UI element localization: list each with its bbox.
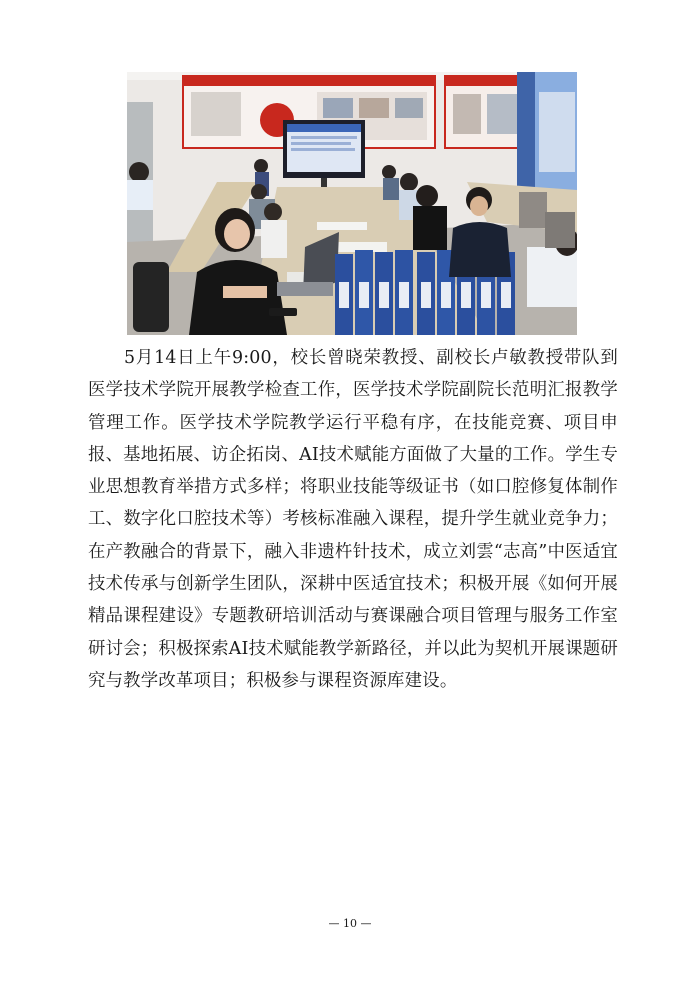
paragraph-text: 5月14日上午9:00，校长曾晓荣教授、副校长卢敏教授带队到医学技术学院开展教学检查工作，医学技术学院副院长范明汇报教学管理工作。医学技术学院教学运行平稳有序，在技能竞赛、项目申报、基地拓展、访企拓岗、AI技术赋能方面做了大量的工作。学生专业思想教育举措方式多样；将职业技能等级证书（如口腔修复体制作工、数字化口腔技术等）考核标准融入课程，提升学生就业竞争力；在产教融合的背景下，融入非遗杵针技术，成立刘雲“志高”中医适宜技术传承与创新学生团队，深耕中医适宜技术；积极开展《如何开展精品课程建设》专题教研培训活动与赛课融合项目管理与服务工作室研讨会；积极探索AI技术赋能教学新路径，并以此为契机开展课题研究与教学改革项目；积极参与课程资源库建设。 [88,348,618,691]
page-number: — 10 — [328,917,372,930]
meeting-photo [127,72,577,335]
body-paragraph [88,342,618,697]
